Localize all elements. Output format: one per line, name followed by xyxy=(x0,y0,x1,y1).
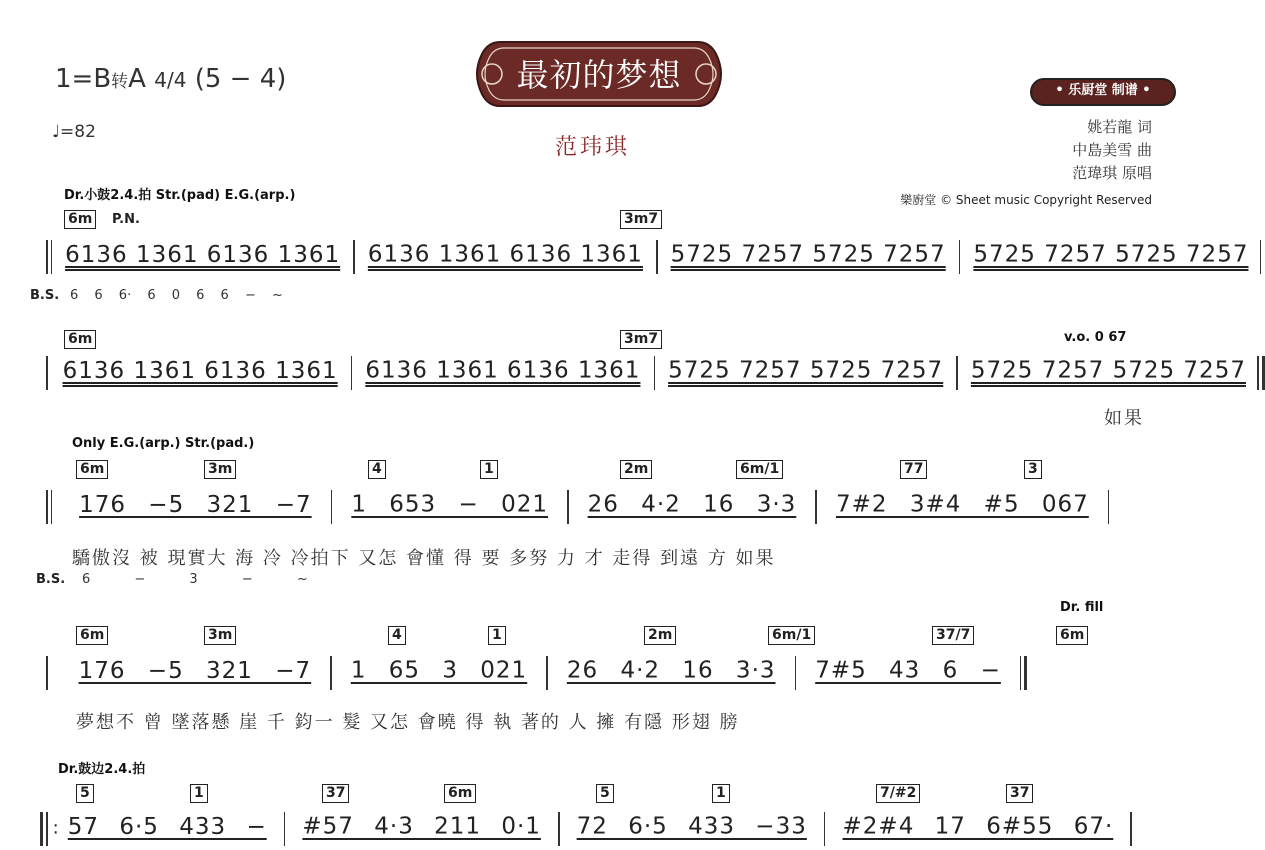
bar-line xyxy=(51,240,53,274)
instrument-label: Dr.鼓边2.4.拍 xyxy=(58,762,146,777)
measure: 7#2 3#4 #5 067 xyxy=(835,491,1089,518)
song-title: 最初的梦想 xyxy=(516,56,682,94)
chord-symbol: 77 xyxy=(900,460,927,479)
bar-line xyxy=(46,656,48,690)
staff-row-4 xyxy=(46,656,1027,690)
measure: 176 −5 321 −7 xyxy=(79,491,312,518)
staff-row-2 xyxy=(46,356,1265,390)
key-prefix: 1=B xyxy=(55,64,112,94)
chord-symbol: 6m xyxy=(64,330,96,349)
chord-symbol: 1 xyxy=(712,784,730,803)
chord-symbol: 37 xyxy=(322,784,349,803)
instrument-label: Dr.小鼓2.4.拍 Str.(pad) E.G.(arp.) xyxy=(64,188,296,203)
staff-row-5 xyxy=(40,812,1132,846)
chord-symbol: 4 xyxy=(388,626,406,645)
bar-line xyxy=(1130,812,1132,846)
bar-line xyxy=(46,812,48,846)
measure: 72 6·5 433 −33 xyxy=(576,813,807,840)
bar-line xyxy=(654,356,656,390)
chord-symbol: 3 xyxy=(1024,460,1042,479)
singer-name: 范玮琪 xyxy=(555,135,631,160)
measure: 5725 7257 5725 7257 xyxy=(670,241,946,268)
measure: 176 −5 321 −7 xyxy=(78,657,312,684)
bass-notes: 6 − 3 − ~ xyxy=(82,572,308,587)
measure: 5725 7257 5725 7257 xyxy=(970,357,1246,384)
bar-line xyxy=(558,812,560,846)
lyric-line: 夢想不 曾 墜落懸 崖 千 鈞一 髮 又怎 會曉 得 執 著的 人 擁 有隱 形翅 膀 xyxy=(76,712,740,733)
repeat-bar-line xyxy=(40,812,43,846)
bar-line xyxy=(546,656,548,690)
measure: 26 4·2 16 3·3 xyxy=(566,657,776,684)
key-to: A xyxy=(128,64,146,94)
bar-line xyxy=(1257,356,1259,390)
chord-symbol: 37 xyxy=(1006,784,1033,803)
chord-symbol: 4 xyxy=(368,460,386,479)
bar-line xyxy=(824,812,826,846)
vocal-entry: v.o. 0 67 xyxy=(1064,330,1127,345)
chord-symbol: 6m xyxy=(444,784,476,803)
bar-line xyxy=(656,240,658,274)
bar-line xyxy=(567,490,569,524)
chord-symbol: 37/7 xyxy=(932,626,974,645)
chord-symbol: 6m xyxy=(64,210,96,229)
repeat-dots: : xyxy=(52,817,59,839)
original-singer: 范瑋琪 原唱 xyxy=(1072,164,1152,182)
chord-symbol: 2m xyxy=(644,626,676,645)
tempo-marking: ♩=82 xyxy=(52,122,96,142)
bar-line xyxy=(284,812,286,846)
bar-line xyxy=(1262,356,1265,390)
bar-line xyxy=(795,656,797,690)
lyric-line: 如果 xyxy=(1104,408,1144,429)
measure: #57 4·3 211 0·1 xyxy=(302,813,541,840)
measure: 6136 1361 6136 1361 xyxy=(367,241,643,268)
instrument-label: Only E.G.(arp.) Str.(pad.) xyxy=(72,436,255,451)
chord-symbol: 6m xyxy=(1056,626,1088,645)
lyricist: 姚若龍 词 xyxy=(1087,118,1152,136)
lyric-line: 驕傲沒 被 現實大 海 冷 冷拍下 又怎 會懂 得 要 多努 力 才 走得 到遠 方 如果 xyxy=(72,548,776,569)
copyright-notice: 樂廚堂 © Sheet music Copyright Reserved xyxy=(900,193,1152,207)
measure: 6136 1361 6136 1361 xyxy=(62,357,338,384)
composer: 中島美雪 曲 xyxy=(1072,141,1152,159)
bar-line xyxy=(46,490,48,524)
measure: 7#5 43 6 − xyxy=(815,657,1001,684)
key-change: 转 xyxy=(111,72,129,92)
bass-label: B.S. xyxy=(36,572,66,587)
chord-symbol: 3m xyxy=(204,460,236,479)
chord-symbol: 3m7 xyxy=(620,330,662,349)
chord-symbol: 1 xyxy=(480,460,498,479)
bar-line xyxy=(330,656,332,690)
intro-notes: (5 − 4) xyxy=(194,64,287,94)
measure: 57 6·5 433 − xyxy=(67,813,267,840)
bar-line xyxy=(956,356,958,390)
chord-symbol: 2m xyxy=(620,460,652,479)
chord-symbol: 3m7 xyxy=(620,210,662,229)
bar-line xyxy=(46,356,48,390)
measure: 5725 7257 5725 7257 xyxy=(973,241,1249,268)
chord-symbol: 7/#2 xyxy=(876,784,920,803)
chord-symbol: 6m/1 xyxy=(768,626,815,645)
measure: 26 4·2 16 3·3 xyxy=(587,491,797,518)
staff-row-3 xyxy=(46,490,1109,524)
bar-line xyxy=(351,356,353,390)
bar-line xyxy=(331,490,333,524)
drum-fill-label: Dr. fill xyxy=(1060,600,1104,615)
chord-symbol: 5 xyxy=(76,784,94,803)
measure: 6136 1361 6136 1361 xyxy=(365,357,641,384)
chord-symbol: 6m/1 xyxy=(736,460,783,479)
measure: 1 653 − 021 xyxy=(351,491,548,518)
bar-line xyxy=(46,240,48,274)
credits xyxy=(1072,116,1152,185)
title-banner xyxy=(470,36,728,112)
measure: 1 65 3 021 xyxy=(350,657,528,684)
staff-row-1 xyxy=(46,240,1261,274)
bar-line xyxy=(959,240,961,274)
bar-line xyxy=(353,240,355,274)
pn-marking: P.N. xyxy=(112,212,140,227)
bass-notes: 6 6 6· 6 0 6 6 − ~ xyxy=(70,288,283,303)
measure: 5725 7257 5725 7257 xyxy=(668,357,944,384)
bar-line xyxy=(1108,490,1110,524)
bass-label: B.S. xyxy=(30,288,60,303)
bar-line xyxy=(1024,656,1027,690)
chord-symbol: 6m xyxy=(76,460,108,479)
chord-symbol: 6m xyxy=(76,626,108,645)
chord-symbol: 1 xyxy=(190,784,208,803)
bar-line xyxy=(815,490,817,524)
measure: 6136 1361 6136 1361 xyxy=(65,241,341,268)
publisher-badge: • 乐厨堂 制谱 • xyxy=(1030,78,1176,106)
bar-line xyxy=(1020,656,1022,690)
time-signature: 4/4 xyxy=(154,68,187,92)
chord-symbol: 3m xyxy=(204,626,236,645)
measure: #2#4 17 6#55 67· xyxy=(842,813,1114,840)
bar-line xyxy=(1260,240,1262,274)
bar-line xyxy=(51,490,53,524)
key-signature xyxy=(55,64,286,94)
chord-symbol: 1 xyxy=(488,626,506,645)
chord-symbol: 5 xyxy=(596,784,614,803)
